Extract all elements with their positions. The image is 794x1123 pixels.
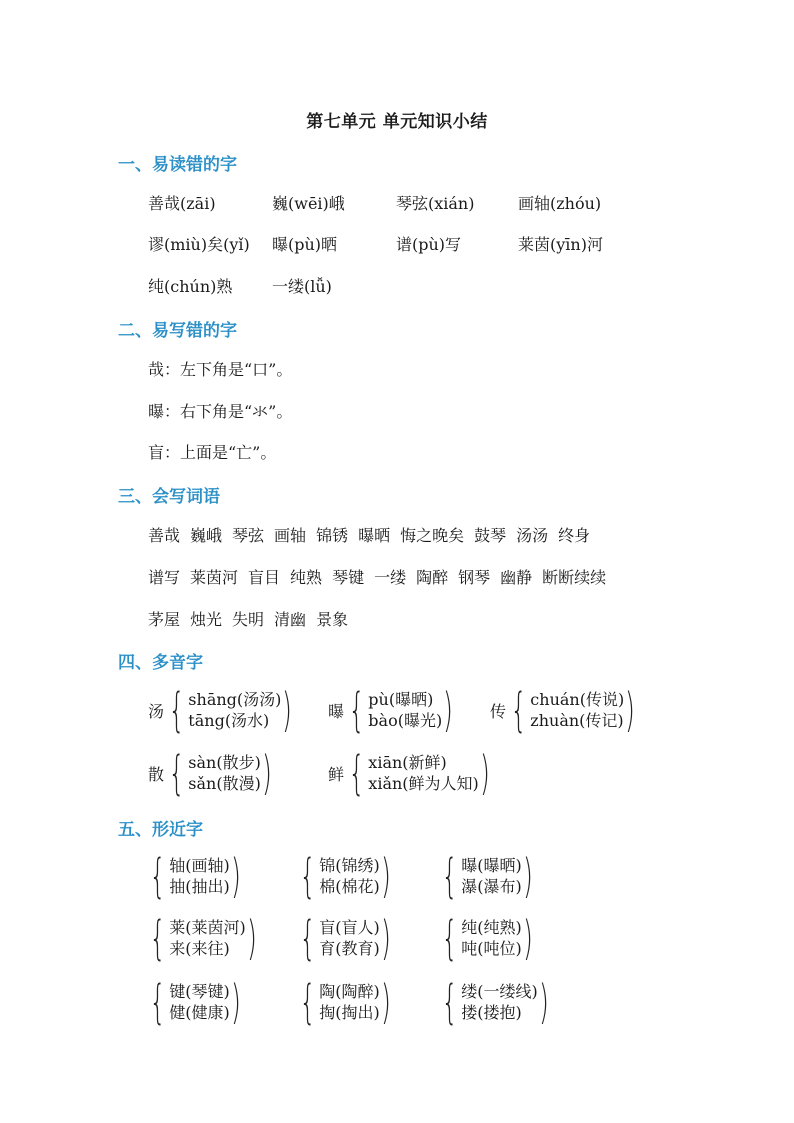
polyphone-reading: sǎn(散漫) [188, 774, 261, 793]
section-heading-easy-miswrite: 二、易写错的字 [118, 321, 237, 341]
vocab-word: 盲目 [248, 568, 281, 587]
vocab-word: 景象 [316, 610, 349, 629]
vocab-word: 清幽 [274, 610, 307, 629]
polyphone-reading: chuán(传说) [530, 690, 625, 709]
left-brace: { [299, 975, 316, 1029]
misread-item: 一缕(lǚ) [272, 277, 332, 296]
vocab-word: 谱写 [148, 568, 181, 587]
polyphone-reading: sàn(散步) [188, 753, 261, 772]
right-brace: ) [380, 911, 391, 965]
right-brace: ) [479, 746, 490, 800]
vocab-word: 巍峨 [190, 526, 223, 545]
similar-char-line: 缕(一缕线) [461, 982, 538, 1001]
similar-char-line: 来(来往) [169, 939, 230, 958]
similar-char-group [146, 849, 242, 903]
vocab-word: 琴弦 [232, 526, 265, 545]
vocab-word: 幽静 [500, 568, 533, 587]
left-brace: { [348, 683, 365, 737]
similar-char-line: 陶(陶醉) [319, 982, 380, 1001]
section-heading-vocabulary: 三、会写词语 [118, 487, 220, 507]
misread-item: 巍(wēi)峨 [272, 194, 345, 213]
misread-item: 纯(chún)熟 [148, 277, 233, 296]
polyphone-reading: shāng(汤汤) [188, 690, 282, 709]
similar-char-line: 盲(盲人) [319, 918, 380, 937]
polyphone-group [148, 746, 273, 800]
left-brace: { [510, 683, 527, 737]
misread-item: 莱茵(yīn)河 [518, 235, 603, 254]
vocab-row-2 [148, 565, 616, 588]
similar-char-group [296, 911, 392, 965]
left-brace: { [168, 746, 185, 800]
right-brace: ) [261, 746, 272, 800]
left-brace: { [149, 911, 166, 965]
similar-char-line: 吨(吨位) [461, 939, 522, 958]
vocab-word: 曝晒 [358, 526, 391, 545]
vocab-word: 失明 [232, 610, 265, 629]
right-brace: ) [246, 911, 257, 965]
vocab-word: 莱茵河 [190, 568, 239, 587]
left-brace: { [441, 911, 458, 965]
left-brace: { [299, 911, 316, 965]
right-brace: ) [538, 975, 549, 1029]
vocab-row-1 [148, 523, 600, 546]
miswrite-line: 哉：左下角是“口”。 [148, 360, 293, 379]
vocab-word: 烛光 [190, 610, 223, 629]
similar-char-line: 纯(纯熟) [461, 918, 522, 937]
vocab-word: 断断续续 [542, 568, 607, 587]
page-title: 第七单元 单元知识小结 [306, 112, 488, 132]
left-brace: { [168, 683, 185, 737]
left-brace: { [149, 975, 166, 1029]
similar-char-line: 莱(莱茵河) [169, 918, 246, 937]
similar-char-group [146, 911, 258, 965]
vocab-word: 钢琴 [458, 568, 491, 587]
polyphone-group [490, 683, 636, 737]
left-brace: { [441, 975, 458, 1029]
right-brace: ) [282, 683, 293, 737]
miswrite-line: 盲：上面是“亡”。 [148, 443, 277, 462]
vocab-word: 善哉 [148, 526, 181, 545]
vocab-word: 陶醉 [416, 568, 449, 587]
misread-item: 谱(pù)写 [396, 235, 462, 254]
similar-char-line: 轴(画轴) [169, 856, 230, 875]
similar-char-group [438, 911, 534, 965]
polyphone-reading: bào(曝光) [368, 711, 443, 730]
polyphone-reading: xiǎn(鲜为人知) [368, 774, 479, 793]
polyphone-reading: tāng(汤水) [188, 711, 270, 730]
left-brace: { [441, 849, 458, 903]
vocab-word: 锦锈 [316, 526, 349, 545]
similar-char-line: 搂(搂抱) [461, 1003, 522, 1022]
left-brace: { [299, 849, 316, 903]
vocab-word: 鼓琴 [474, 526, 507, 545]
similar-char-group [296, 849, 392, 903]
right-brace: ) [522, 849, 533, 903]
misread-item: 曝(pù)晒 [272, 235, 338, 254]
section-heading-polyphones: 四、多音字 [118, 653, 203, 673]
misread-item: 琴弦(xián) [396, 194, 475, 213]
polyphone-char: 曝 [328, 701, 345, 721]
right-brace: ) [625, 683, 636, 737]
polyphone-group [328, 746, 491, 800]
right-brace: ) [380, 975, 391, 1029]
polyphone-reading: pù(曝晒) [368, 690, 434, 709]
polyphone-char: 鲜 [328, 764, 345, 784]
similar-char-line: 瀑(瀑布) [461, 877, 522, 896]
vocab-word: 汤汤 [516, 526, 549, 545]
vocab-word: 悔之晚矣 [400, 526, 465, 545]
misread-item: 谬(miù)矣(yǐ) [148, 235, 250, 254]
polyphone-char: 传 [490, 701, 507, 721]
similar-char-group [438, 849, 534, 903]
miswrite-line: 曝：右下角是“氺”。 [148, 402, 293, 421]
left-brace: { [149, 849, 166, 903]
vocab-word: 画轴 [274, 526, 307, 545]
polyphone-char: 散 [148, 764, 165, 784]
polyphone-reading: xiān(新鲜) [368, 753, 447, 772]
right-brace: ) [522, 911, 533, 965]
vocab-word: 纯熟 [290, 568, 323, 587]
right-brace: ) [230, 849, 241, 903]
polyphone-reading: zhuàn(传记) [530, 711, 624, 730]
similar-char-line: 锦(锦绣) [319, 856, 380, 875]
similar-char-line: 棉(棉花) [319, 877, 380, 896]
right-brace: ) [380, 849, 391, 903]
left-brace: { [348, 746, 365, 800]
polyphone-char: 汤 [148, 701, 165, 721]
section-heading-similar-chars: 五、形近字 [118, 820, 203, 840]
similar-char-line: 育(教育) [319, 939, 380, 958]
similar-char-group [146, 975, 242, 1029]
similar-char-line: 健(健康) [169, 1003, 230, 1022]
similar-char-line: 抽(抽出) [169, 877, 230, 896]
right-brace: ) [443, 683, 454, 737]
misread-item: 画轴(zhóu) [518, 194, 602, 213]
polyphone-group [328, 683, 454, 737]
similar-char-line: 曝(曝晒) [461, 856, 522, 875]
vocab-row-3 [148, 607, 358, 630]
vocab-word: 终身 [558, 526, 591, 545]
vocab-word: 茅屋 [148, 610, 181, 629]
right-brace: ) [230, 975, 241, 1029]
vocab-word: 琴键 [332, 568, 365, 587]
similar-char-line: 掏(掏出) [319, 1003, 380, 1022]
similar-char-group [438, 975, 550, 1029]
similar-char-line: 键(琴键) [169, 982, 230, 1001]
similar-char-group [296, 975, 392, 1029]
polyphone-group [148, 683, 293, 737]
section-heading-easy-misread: 一、易读错的字 [118, 155, 237, 175]
misread-item: 善哉(zāi) [148, 194, 216, 213]
vocab-word: 一缕 [374, 568, 407, 587]
